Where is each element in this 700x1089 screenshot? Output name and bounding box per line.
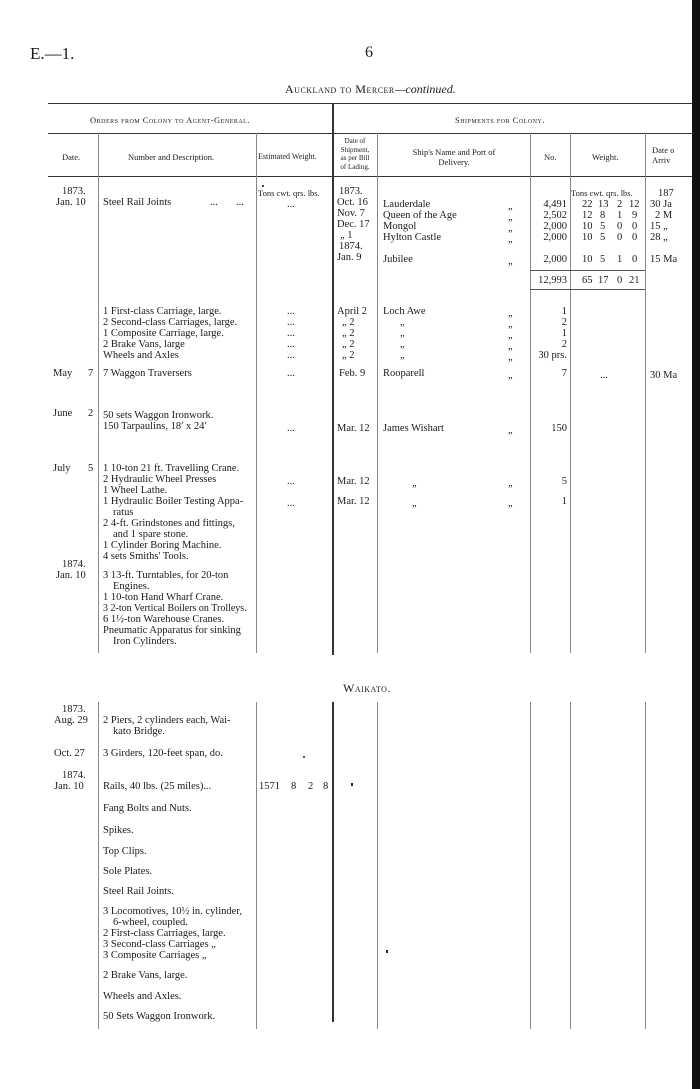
section-title-suffix: —continued. xyxy=(394,82,456,96)
item-description: Steel Rail Joints. xyxy=(103,886,174,897)
weight-cwt: 5 xyxy=(600,221,606,232)
order-date: Oct. 27 xyxy=(54,748,85,759)
item-description: 150 Tarpaulins, 18′ x 24′ xyxy=(103,421,207,432)
shipment-date-line: of Lading. xyxy=(340,162,370,171)
item-description: 1 Cylinder Boring Machine. xyxy=(103,540,222,551)
weight-cwt: 5 xyxy=(600,254,606,265)
est-weight-ellipsis: ... xyxy=(287,199,295,210)
ship-date: „ 2 xyxy=(342,339,355,350)
item-description: Steel Rail Joints xyxy=(103,197,172,208)
ship-ditto: „ xyxy=(412,498,417,509)
ship-date: „ 2 xyxy=(342,317,355,328)
est-weight-ellipsis: ... xyxy=(287,350,295,361)
port-ditto: „ xyxy=(508,256,513,267)
wk-rule-ship xyxy=(377,702,378,1029)
weight-qrs: 1 xyxy=(617,254,623,265)
table-header-rule xyxy=(48,176,692,177)
est-weight-tons: 1571 xyxy=(259,781,280,792)
arrival-date: 15 „ xyxy=(650,221,668,232)
port-ditto: „ xyxy=(508,370,513,381)
weight-tons-total: 65 xyxy=(582,275,593,286)
ship-name: Mongol xyxy=(383,221,417,232)
item-description: Wheels and Axles xyxy=(103,350,179,361)
item-description: 2 Hydraulic Wheel Presses xyxy=(103,474,217,485)
est-weight-ellipsis: ... xyxy=(287,317,295,328)
order-date: May xyxy=(53,368,73,379)
est-weight-ellipsis: ... xyxy=(287,368,295,379)
year-label: 1874. xyxy=(62,559,86,570)
print-speck xyxy=(386,950,388,953)
weight-cwt: 13 xyxy=(598,199,609,210)
weight-tons: 10 xyxy=(582,232,593,243)
port-ditto: „ xyxy=(508,425,513,436)
item-description: Pneumatic Apparatus for sinking xyxy=(103,625,241,636)
col-header-ship-name xyxy=(378,147,530,167)
ship-name: Loch Awe xyxy=(383,306,426,317)
ship-date: Nov. 7 xyxy=(337,208,365,219)
item-description: 3 Composite Carriages „ xyxy=(103,950,207,961)
qty: 1 xyxy=(561,306,567,317)
wk-rule-weight xyxy=(570,702,571,1029)
wk-rule-desc xyxy=(256,702,257,1029)
item-description: 2 Piers, 2 cylinders each, Wai- xyxy=(103,715,231,726)
item-description: 3 13-ft. Turntables, for 20-ton xyxy=(103,570,229,581)
item-description: ratus xyxy=(113,507,134,518)
weight-lbs: 0 xyxy=(632,254,638,265)
est-weight-ellipsis: ... xyxy=(287,339,295,350)
ship-date: Feb. 9 xyxy=(339,368,366,379)
item-description: 2 First-class Carriages, large. xyxy=(103,928,226,939)
page-number: 6 xyxy=(365,44,373,61)
col-header-weight: Weight. xyxy=(592,152,619,162)
order-date: Jan. 10 xyxy=(54,781,84,792)
weight-lbs: 9 xyxy=(632,210,638,221)
est-weight-ellipsis: ... xyxy=(287,498,295,509)
item-description: 4 sets Smiths' Tools. xyxy=(103,551,189,562)
port-ditto: „ xyxy=(508,234,513,245)
port-ditto: „ xyxy=(508,330,513,341)
port-ditto: „ xyxy=(508,319,513,330)
est-weight-cwt: 8 xyxy=(291,781,297,792)
wk-rule-main xyxy=(332,702,334,1022)
item-description: 3 Locomotives, 10½ in. cylinder, xyxy=(103,906,242,917)
port-ditto: „ xyxy=(508,308,513,319)
print-speck xyxy=(351,783,353,786)
ship-name: Rooparell xyxy=(383,368,425,379)
order-date: June xyxy=(53,408,73,419)
ship-date: April 2 xyxy=(337,306,368,317)
item-description: Sole Plates. xyxy=(103,866,152,877)
ship-year: 1873. xyxy=(339,186,363,197)
ship-date: Dec. 17 xyxy=(337,219,370,230)
qty: 2,502 xyxy=(543,210,567,221)
item-description: 1 10-ton 21 ft. Travelling Crane. xyxy=(103,463,240,474)
ship-ditto: „ xyxy=(412,478,417,489)
ship-name: Queen of the Age xyxy=(383,210,457,221)
port-ditto: „ xyxy=(508,223,513,234)
col-header-est-weight: Estimated Weight. xyxy=(258,152,317,161)
qty: 150 xyxy=(551,423,567,434)
ship-date: „ 2 xyxy=(342,328,355,339)
item-description: and 1 spare stone. xyxy=(113,529,189,540)
qty: 30 prs. xyxy=(538,350,567,361)
order-date: Aug. 29 xyxy=(54,715,88,726)
print-speck xyxy=(262,185,264,187)
item-description: 2 Brake Vans, large. xyxy=(103,970,188,981)
item-description: kato Bridge. xyxy=(113,726,165,737)
arrival-date: 30 Ja xyxy=(650,199,672,210)
qty: 1 xyxy=(561,328,567,339)
page-edge-shadow xyxy=(692,0,700,1089)
est-weight-ellipsis: ... xyxy=(287,306,295,317)
item-description: Engines. xyxy=(113,581,150,592)
item-description: 3 Second-class Carriages „ xyxy=(103,939,216,950)
order-date: Jan. 10 xyxy=(56,197,86,208)
ship-name: Lauderdale xyxy=(383,199,431,210)
weight-qrs: 1 xyxy=(617,210,623,221)
total-rule xyxy=(530,289,645,290)
order-date: Jan. 10 xyxy=(56,570,86,581)
ship-name: Hylton Castle xyxy=(383,232,442,243)
item-description: 1 Composite Carriage, large. xyxy=(103,328,224,339)
item-description: 6 1½-ton Warehouse Cranes. xyxy=(103,614,225,625)
qty: 7 xyxy=(561,368,567,379)
weight-lbs: 0 xyxy=(632,221,638,232)
col-rule-date xyxy=(98,133,99,653)
shipment-date-line: as per Bill xyxy=(340,154,370,162)
weight-tons: 10 xyxy=(582,221,593,232)
port-ditto: „ xyxy=(508,341,513,352)
qty: 2,000 xyxy=(543,232,567,243)
item-description: 50 Sets Waggon Ironwork. xyxy=(103,1011,216,1022)
ship-date: „ 2 xyxy=(342,350,355,361)
ship-date: Oct. 16 xyxy=(337,197,368,208)
weight-lbs: 12 xyxy=(629,199,640,210)
est-weight-ellipsis: ... xyxy=(287,423,295,434)
arrival-line: Arriv xyxy=(652,155,671,165)
ship-name-line: Ship's Name and Port of xyxy=(412,147,496,157)
group-header-shipments: Shipments for Colony. xyxy=(455,115,545,125)
item-description: 2 Second-class Carriages, large. xyxy=(103,317,238,328)
item-description: 2 4-ft. Grindstones and fittings, xyxy=(103,518,235,529)
ship-year: 1874. xyxy=(339,241,363,252)
weight-tons: 22 xyxy=(582,199,593,210)
ship-date: Mar. 12 xyxy=(337,423,370,434)
qty: 4,491 xyxy=(543,199,567,210)
col-header-arrival xyxy=(652,145,674,165)
arrival-date: 30 Ma xyxy=(650,370,678,381)
dot-leader: ... xyxy=(236,197,244,208)
weight-qrs: 0 xyxy=(617,232,623,243)
weight-qrs-total: 0 xyxy=(617,275,623,286)
port-ditto: „ xyxy=(508,478,513,489)
weight-units: Tons cwt. qrs. lbs. xyxy=(571,188,633,198)
weight-tons: 12 xyxy=(582,210,593,221)
port-ditto: „ xyxy=(508,201,513,212)
est-weight-qrs: 2 xyxy=(308,781,314,792)
table-group-rule xyxy=(48,133,692,134)
est-weight-ellipsis: ... xyxy=(287,476,295,487)
col-header-date: Date. xyxy=(62,152,81,162)
dot-leader: ... xyxy=(210,197,218,208)
qty: 2,000 xyxy=(543,221,567,232)
item-description: Top Clips. xyxy=(103,846,147,857)
item-description: 1 Wheel Lathe. xyxy=(103,485,168,496)
year-label: 1874. xyxy=(62,770,86,781)
item-description: 3 Girders, 120-feet span, do. xyxy=(103,748,223,759)
order-day: 2 xyxy=(88,408,94,419)
ship-name: James Wishart xyxy=(383,423,444,434)
item-description: Rails, 40 lbs. (25 miles)... xyxy=(103,781,212,792)
col-rule-arrival xyxy=(645,133,646,653)
col-header-shipment-date xyxy=(334,137,376,171)
group-header-orders: Orders from Colony to Agent-General. xyxy=(90,115,250,125)
ship-name: Jubilee xyxy=(383,254,413,265)
col-rule-desc xyxy=(256,133,257,653)
order-day: 5 xyxy=(88,463,94,474)
col-rule-ship xyxy=(377,133,378,653)
weight-lbs-total: 21 xyxy=(629,275,640,286)
port-ditto: „ xyxy=(508,498,513,509)
item-description: 1 10-ton Hand Wharf Crane. xyxy=(103,592,224,603)
ship-date: Mar. 12 xyxy=(337,476,370,487)
weight-cwt-total: 17 xyxy=(598,275,609,286)
item-description: 1 First-class Carriage, large. xyxy=(103,306,222,317)
item-description: 6-wheel, coupled. xyxy=(113,917,188,928)
item-description: 7 Waggon Traversers xyxy=(103,368,192,379)
weight-tons: 10 xyxy=(582,254,593,265)
year-label: 1873. xyxy=(62,704,86,715)
ship-ditto: „ xyxy=(400,350,405,361)
wk-rule-arrival xyxy=(645,702,646,1029)
ship-date: „ 1 xyxy=(340,230,353,241)
item-description: 2 Brake Vans, large xyxy=(103,339,185,350)
col-rule-weight xyxy=(570,133,571,653)
col-header-description: Number and Description. xyxy=(128,152,215,162)
item-description: Iron Cylinders. xyxy=(113,636,177,647)
order-day: 7 xyxy=(88,368,94,379)
qty: 2,000 xyxy=(543,254,567,265)
item-description: 1 Hydraulic Boiler Testing Appa- xyxy=(103,496,244,507)
item-description: 3 2-ton Vertical Boilers on Trolleys. xyxy=(103,603,247,614)
shipment-date-line: Date of xyxy=(344,137,366,145)
ship-ditto: „ xyxy=(400,317,405,328)
weight-lbs: 0 xyxy=(632,232,638,243)
port-ditto: „ xyxy=(508,212,513,223)
arrival-date: 28 „ xyxy=(650,232,668,243)
arrival-date: 15 Ma xyxy=(650,254,678,265)
shipment-date-line: Shipment, xyxy=(340,145,370,154)
table-top-rule xyxy=(48,103,692,104)
qty: 2 xyxy=(561,317,567,328)
waikato-section-title: Waikato. xyxy=(343,681,391,695)
col-header-no: No. xyxy=(544,152,557,162)
weight-ellipsis: ... xyxy=(600,370,608,381)
wk-rule-date xyxy=(98,702,99,1029)
col-rule-main xyxy=(332,103,334,655)
weight-cwt: 5 xyxy=(600,232,606,243)
item-description: Spikes. xyxy=(103,825,134,836)
weight-cwt: 8 xyxy=(600,210,606,221)
year-label: 1873. xyxy=(62,186,86,197)
qty-total: 12,993 xyxy=(538,275,567,286)
document-code: E.—1. xyxy=(30,44,75,63)
est-weight-ellipsis: ... xyxy=(287,328,295,339)
ship-date: Jan. 9 xyxy=(337,252,362,263)
ship-ditto: „ xyxy=(400,328,405,339)
wk-rule-no xyxy=(530,702,531,1029)
weight-qrs: 2 xyxy=(617,199,623,210)
ship-name-line: Delivery. xyxy=(438,157,470,167)
col-rule-no xyxy=(530,133,531,653)
ship-date: Mar. 12 xyxy=(337,496,370,507)
qty: 1 xyxy=(561,496,567,507)
item-description: Fang Bolts and Nuts. xyxy=(103,803,192,814)
order-date: July xyxy=(53,463,71,474)
print-speck xyxy=(303,756,305,758)
weight-qrs: 0 xyxy=(617,221,623,232)
qty: 2 xyxy=(561,339,567,350)
section-title xyxy=(285,82,456,97)
arrival-line: Date o xyxy=(652,145,675,155)
item-description: 50 sets Waggon Ironwork. xyxy=(103,410,214,421)
est-weight-units: Tons cwt. qrs. lbs. xyxy=(258,188,320,198)
est-weight-lbs: 8 xyxy=(323,781,329,792)
subtotal-rule xyxy=(530,270,645,271)
arrival-date: 2 M xyxy=(655,210,673,221)
port-ditto: „ xyxy=(508,352,513,363)
arrival-year: 187 xyxy=(658,188,674,199)
section-title-main: Auckland to Mercer xyxy=(285,82,395,96)
item-description: Wheels and Axles. xyxy=(103,991,182,1002)
ship-ditto: „ xyxy=(400,339,405,350)
qty: 5 xyxy=(561,476,567,487)
